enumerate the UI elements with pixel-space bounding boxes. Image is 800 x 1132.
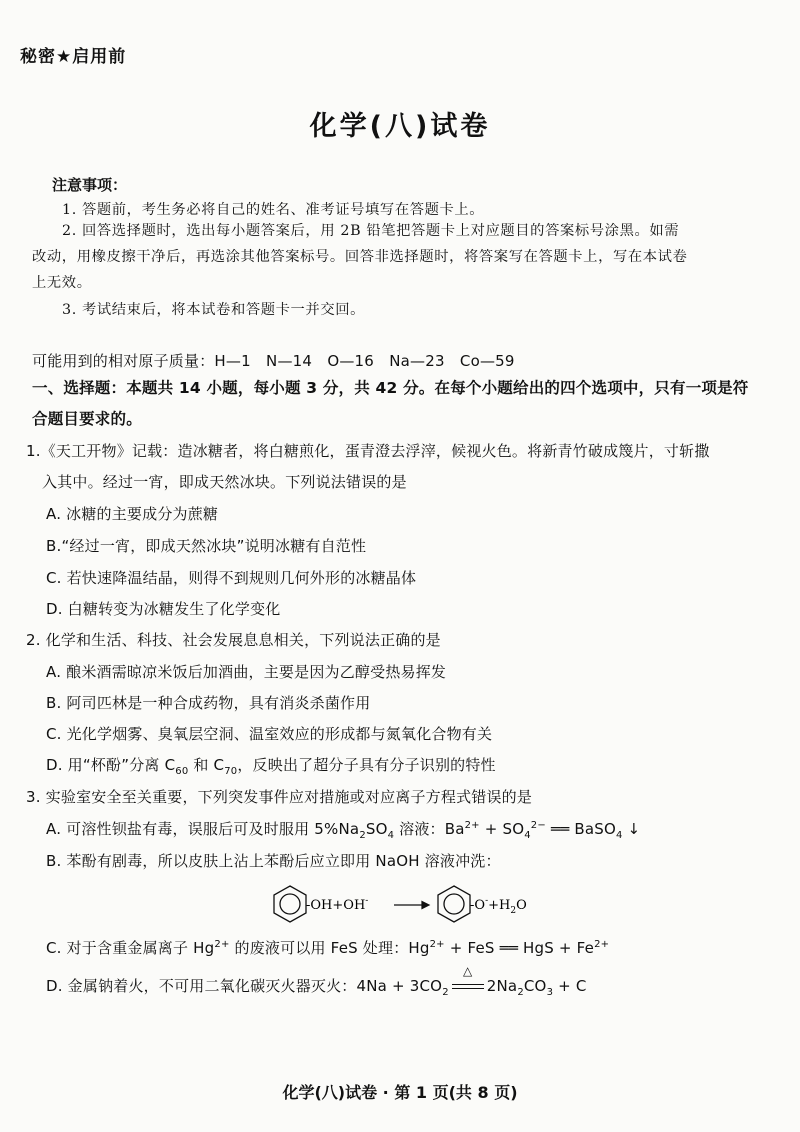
q2-option-a: A. 酿米酒需晾凉米饭后加酒曲，主要是因为乙醇受热易挥发 xyxy=(46,663,447,681)
reaction-arrow xyxy=(394,902,429,909)
q2-option-c: C. 光化学烟雾、臭氧层空洞、温室效应的形成都与氮氧化合物有关 xyxy=(46,725,493,743)
q3-option-a: A. 可溶性钡盐有毒，误服后可及时服用 $5\%Na_2SO_4$ 溶液：$Ba^{2+} + SO_4^{2-}$ ══ BaSO$_4$ ↓ xyxy=(46,820,641,841)
notes-heading: 注意事项： xyxy=(52,176,128,194)
q1-option-a: A. 冰糖的主要成分为蔗糖 xyxy=(46,505,219,523)
benzene-ring-left xyxy=(274,886,306,922)
note-line-4: 上无效。 xyxy=(32,275,92,291)
q3-option-c: C. 对于含重金属离子 $Hg^{2+}$ 的废液可以用 FeS 处理：$Hg^{2+}$ + FeS ══ HgS + $Fe^{2+}$ xyxy=(46,939,610,957)
q1-stem-line-2: 入其中。经过一宵，即成天然冰块。下列说法错误的是 xyxy=(42,473,407,491)
q2-option-d: D. 用“杯酚”分离 $C_{60}$ 和 $C_{70}$，反映出了超分子具有分子识别的特性 xyxy=(46,756,496,777)
atomic-masses: 可能用到的相对原子质量：H—1 N—14 O—16 Na—23 Co—59 xyxy=(32,352,515,370)
q1-option-d: D. 白糖转变为冰糖发生了化学变化 xyxy=(46,600,281,618)
q3-stem: 3. 实验室安全至关重要，下列突发事件应对措施或对应离子方程式错误的是 xyxy=(26,788,533,806)
q1-option-b: B.“经过一宵，即成天然冰块”说明冰糖有自范性 xyxy=(46,537,367,555)
section-heading-line-2: 合题目要求的。 xyxy=(32,410,142,428)
note-line-1: 1. 答题前，考生务必将自己的姓名、准考证号填写在答题卡上。 xyxy=(62,202,485,218)
phenoxide-formula: $-O^-+H_2O$ xyxy=(470,896,527,916)
phenol-reaction-equation xyxy=(270,878,610,928)
page-title: 化学(八)试卷 xyxy=(309,111,491,142)
note-line-3: 改动，用橡皮擦干净后，再选涂其他答案标号。回答非选择题时，将答案写在答题卡上，写在本试卷 xyxy=(32,249,688,265)
q1-stem-line-1: 1.《天工开物》记载：造冰糖者，将白糖煎化，蛋青澄去浮滓，候视火色。将新青竹破成篾片，寸斩撒 xyxy=(26,442,710,460)
phenol-formula: -OH+OH- xyxy=(306,896,369,913)
heat-arrow: △ xyxy=(451,977,485,995)
q3-option-b: B. 苯酚有剧毒，所以皮肤上沾上苯酚后应立即用 NaOH 溶液冲洗： xyxy=(46,852,501,870)
q3-option-d: D. 金属钠着火，不可用二氧化碳灭火器灭火：$4Na + 3CO_2$ △ $2Na_2CO_3 + C$ xyxy=(46,964,587,998)
q2-stem: 2. 化学和生活、科技、社会发展息息相关，下列说法正确的是 xyxy=(26,631,441,649)
q2-option-b: B. 阿司匹林是一种合成药物，具有消炎杀菌作用 xyxy=(46,694,371,712)
note-line-2: 2. 回答选择题时，选出每小题答案后，用 2B 铅笔把答题卡上对应题目的答案标号涂黑。如需 xyxy=(62,223,680,239)
page-footer: 化学(八)试卷 · 第 1 页(共 8 页) xyxy=(282,1083,518,1102)
note-line-5: 3. 考试结束后，将本试卷和答题卡一并交回。 xyxy=(62,302,366,318)
section-heading-line-1: 一、选择题：本题共 14 小题，每小题 3 分，共 42 分。在每个小题给出的四个选项中，只有一项是符 xyxy=(32,379,749,397)
q1-option-c: C. 若快速降温结晶，则得不到规则几何外形的冰糖晶体 xyxy=(46,569,417,587)
benzene-ring-right xyxy=(438,886,470,922)
confidential-mark: 秘密★启用前 xyxy=(20,47,127,67)
